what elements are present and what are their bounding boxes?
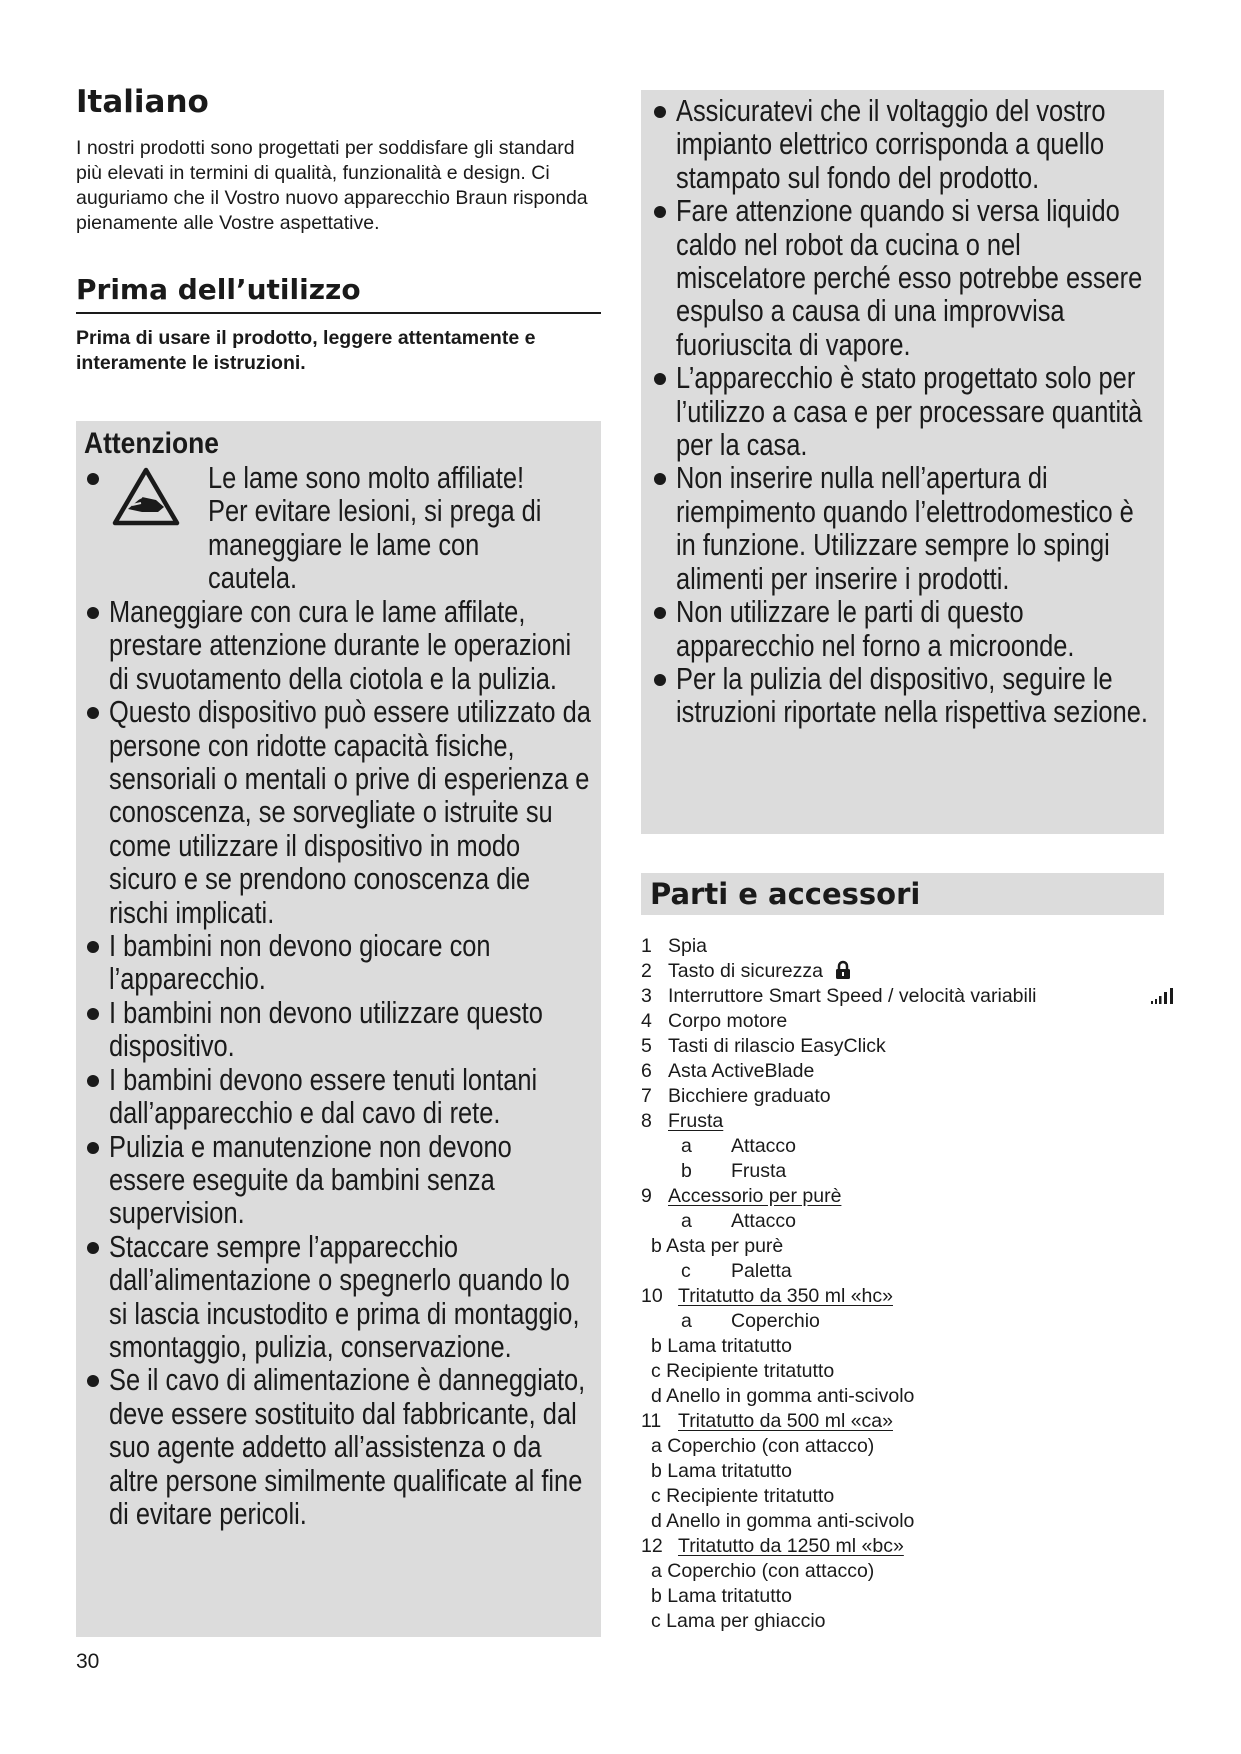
parts-list-item [641, 1084, 1181, 1109]
warning-item: Fare attenzione quando si versa liquido caldo nel robot da cucina o nel miscelatore perché esso potrebbe essere espulso a causa di una improvvisa fuoriuscita di vapore. [651, 194, 1156, 361]
warning-item: I bambini non devono giocare con l’apparecchio. [84, 929, 593, 996]
read-instructions-note: Prima di usare il prodotto, leggere attentamente e interamente le istruzioni. [76, 327, 536, 374]
parts-list-item [641, 959, 1181, 984]
warning-title: Attenzione [84, 427, 219, 460]
sharp-blade-warning-icon [112, 467, 180, 527]
sub-part-label: d Anello in gomma anti-scivolo [651, 1510, 915, 1532]
parts-list-item [641, 1134, 1181, 1159]
parts-list-item [641, 1609, 1181, 1634]
sub-part-label: c Recipiente tritatutto [651, 1360, 835, 1382]
warning-item: Assicuratevi che il voltaggio del vostro impianto elettrico corrisponda a quello stampato sul fondo del prodotto. [651, 94, 1156, 194]
parts-list [641, 934, 1181, 1634]
part-number: 7 [641, 1085, 652, 1107]
part-number: 6 [641, 1060, 652, 1082]
sub-part-letter: a [681, 1210, 692, 1232]
sub-part-label: b Lama tritatutto [651, 1460, 792, 1482]
part-label: Tasti di rilascio EasyClick [668, 1035, 886, 1057]
parts-list-item [641, 1334, 1181, 1359]
warning-list [84, 595, 593, 1530]
parts-list-item [641, 1059, 1181, 1084]
parts-list-item [641, 1359, 1181, 1384]
part-label: Corpo motore [668, 1010, 788, 1032]
warning-list-continued [651, 94, 1156, 729]
part-number: 9 [641, 1185, 652, 1207]
warning-item: Non inserire nulla nell’apertura di riempimento quando l’elettrodomestico è in funzione. Utilizzare sempre lo spingi alimenti per inserire i prodotti. [651, 461, 1156, 595]
sub-part-label: Paletta [731, 1260, 792, 1282]
part-label: Bicchiere graduato [668, 1085, 831, 1107]
sub-part-label: a Coperchio (con attacco) [651, 1560, 875, 1582]
warning-box-continued [641, 90, 1164, 834]
warning-item-text: Le lame sono molto affiliate! Per evitare lesioni, si prega di maneggiare le lame con cautela. [208, 460, 542, 596]
sub-part-letter: b [681, 1160, 692, 1182]
part-label: Spia [668, 935, 708, 957]
part-number: 10 [641, 1285, 663, 1307]
part-number: 2 [641, 960, 652, 982]
warning-item: Pulizia e manutenzione non devono essere eseguite da bambini senza supervision. [84, 1130, 593, 1230]
warning-item: I bambini non devono utilizzare questo dispositivo. [84, 996, 593, 1063]
sub-part-label: Frusta [731, 1160, 787, 1182]
parts-list-item [641, 984, 1181, 1009]
parts-list-item [641, 1459, 1181, 1484]
sub-part-label: a Coperchio (con attacco) [651, 1435, 875, 1457]
part-number: 8 [641, 1110, 652, 1132]
part-label: Tritatutto da 1250 ml «bc» [678, 1535, 904, 1557]
speed-bars-icon [1151, 988, 1175, 1004]
bullet [87, 473, 99, 485]
parts-list-item [641, 1259, 1181, 1284]
parts-list-item [641, 934, 1181, 959]
part-number: 1 [641, 935, 652, 957]
lock-icon [835, 960, 851, 980]
part-label: Accessorio per purè [668, 1185, 842, 1207]
parts-list-item [641, 1384, 1181, 1409]
warning-item: Questo dispositivo può essere utilizzato da persone con ridotte capacità fisiche, sensoriali o mentali o prive di esperienza e conoscenza, se sorvegliate o istruite su come utilizzare il dispositivo in modo sicuro e se prendono conoscenza die rischi implicati. [84, 695, 593, 929]
part-label: Tasto di sicurezza [668, 959, 851, 984]
sub-part-letter: a [681, 1135, 692, 1157]
parts-list-item [641, 1509, 1181, 1534]
parts-list-item [641, 1284, 1181, 1309]
parts-list-item [641, 1234, 1181, 1259]
part-label: Interruttore Smart Speed / velocità variabili [668, 984, 1037, 1009]
part-label: Tritatutto da 350 ml «hc» [678, 1285, 893, 1307]
sub-part-label: Attacco [731, 1210, 797, 1232]
sub-part-label: b Lama tritatutto [651, 1585, 792, 1607]
parts-list-item [641, 1184, 1181, 1209]
sub-part-letter: a [681, 1310, 692, 1332]
intro-paragraph: I nostri prodotti sono progettati per soddisfare gli standard più elevati in termini di qualità, funzionalità e design. Ci auguriamo che il Vostro nuovo apparecchio Braun risponda pienamente alle Vostre aspettative. [76, 137, 588, 234]
left-column [76, 82, 601, 376]
parts-list-item [641, 1159, 1181, 1184]
warning-box [76, 421, 601, 1637]
part-number: 5 [641, 1035, 652, 1057]
warning-item: L’apparecchio è stato progettato solo per l’utilizzo a casa e per processare quantità per la casa. [651, 361, 1156, 461]
part-number: 3 [641, 985, 652, 1007]
part-label: Asta ActiveBlade [668, 1060, 815, 1082]
sub-part-label: c Lama per ghiaccio [651, 1610, 826, 1632]
parts-section-title: Parti e accessori [641, 873, 1164, 915]
warning-item: Maneggiare con cura le lame affilate, prestare attenzione durante le operazioni di svuotamento della ciotola e la pulizia. [84, 595, 593, 695]
warning-item: Per la pulizia del dispositivo, seguire le istruzioni riportate nella rispettiva sezione. [651, 662, 1156, 729]
sub-part-label: Coperchio [731, 1310, 820, 1332]
sub-part-label: b Asta per purè [651, 1235, 784, 1257]
parts-list-item [641, 1209, 1181, 1234]
warning-item: Non utilizzare le parti di questo apparecchio nel forno a microonde. [651, 595, 1156, 662]
parts-list-item [641, 1434, 1181, 1459]
part-number: 11 [641, 1410, 662, 1432]
warning-item: Se il cavo di alimentazione è danneggiato, deve essere sostituito dal fabbricante, dal suo agente addetto all’assistenza o da altre persone similmente qualificate al fine di evitare pericoli. [84, 1363, 593, 1530]
parts-list-item [641, 1309, 1181, 1334]
parts-list-item [641, 1409, 1181, 1434]
parts-list-item [641, 1534, 1181, 1559]
warning-item-sharp-blades [84, 461, 593, 595]
parts-list-item [641, 1584, 1181, 1609]
part-label: Tritatutto da 500 ml «ca» [678, 1410, 893, 1432]
parts-list-item [641, 1559, 1181, 1584]
part-number: 4 [641, 1010, 652, 1032]
sub-part-letter: c [681, 1260, 691, 1282]
sub-part-label: b Lama tritatutto [651, 1335, 792, 1357]
parts-list-item [641, 1484, 1181, 1509]
language-title: Italiano [76, 84, 209, 120]
parts-list-item [641, 1009, 1181, 1034]
parts-list-item [641, 1109, 1181, 1134]
part-label: Frusta [668, 1110, 724, 1132]
warning-item: Staccare sempre l’apparecchio dall’alimentazione o spegnerlo quando lo si lascia incustodito e prima di montaggio, smontaggio, pulizia, conservazione. [84, 1230, 593, 1364]
section-title-prima: Prima dell’utilizzo [76, 270, 601, 314]
sub-part-label: d Anello in gomma anti-scivolo [651, 1385, 915, 1407]
page-number: 30 [76, 1650, 100, 1673]
part-number: 12 [641, 1535, 663, 1557]
parts-list-item [641, 1034, 1181, 1059]
warning-item: I bambini devono essere tenuti lontani dall’apparecchio e dal cavo di rete. [84, 1063, 593, 1130]
sub-part-label: Attacco [731, 1135, 797, 1157]
sub-part-label: c Recipiente tritatutto [651, 1485, 835, 1507]
